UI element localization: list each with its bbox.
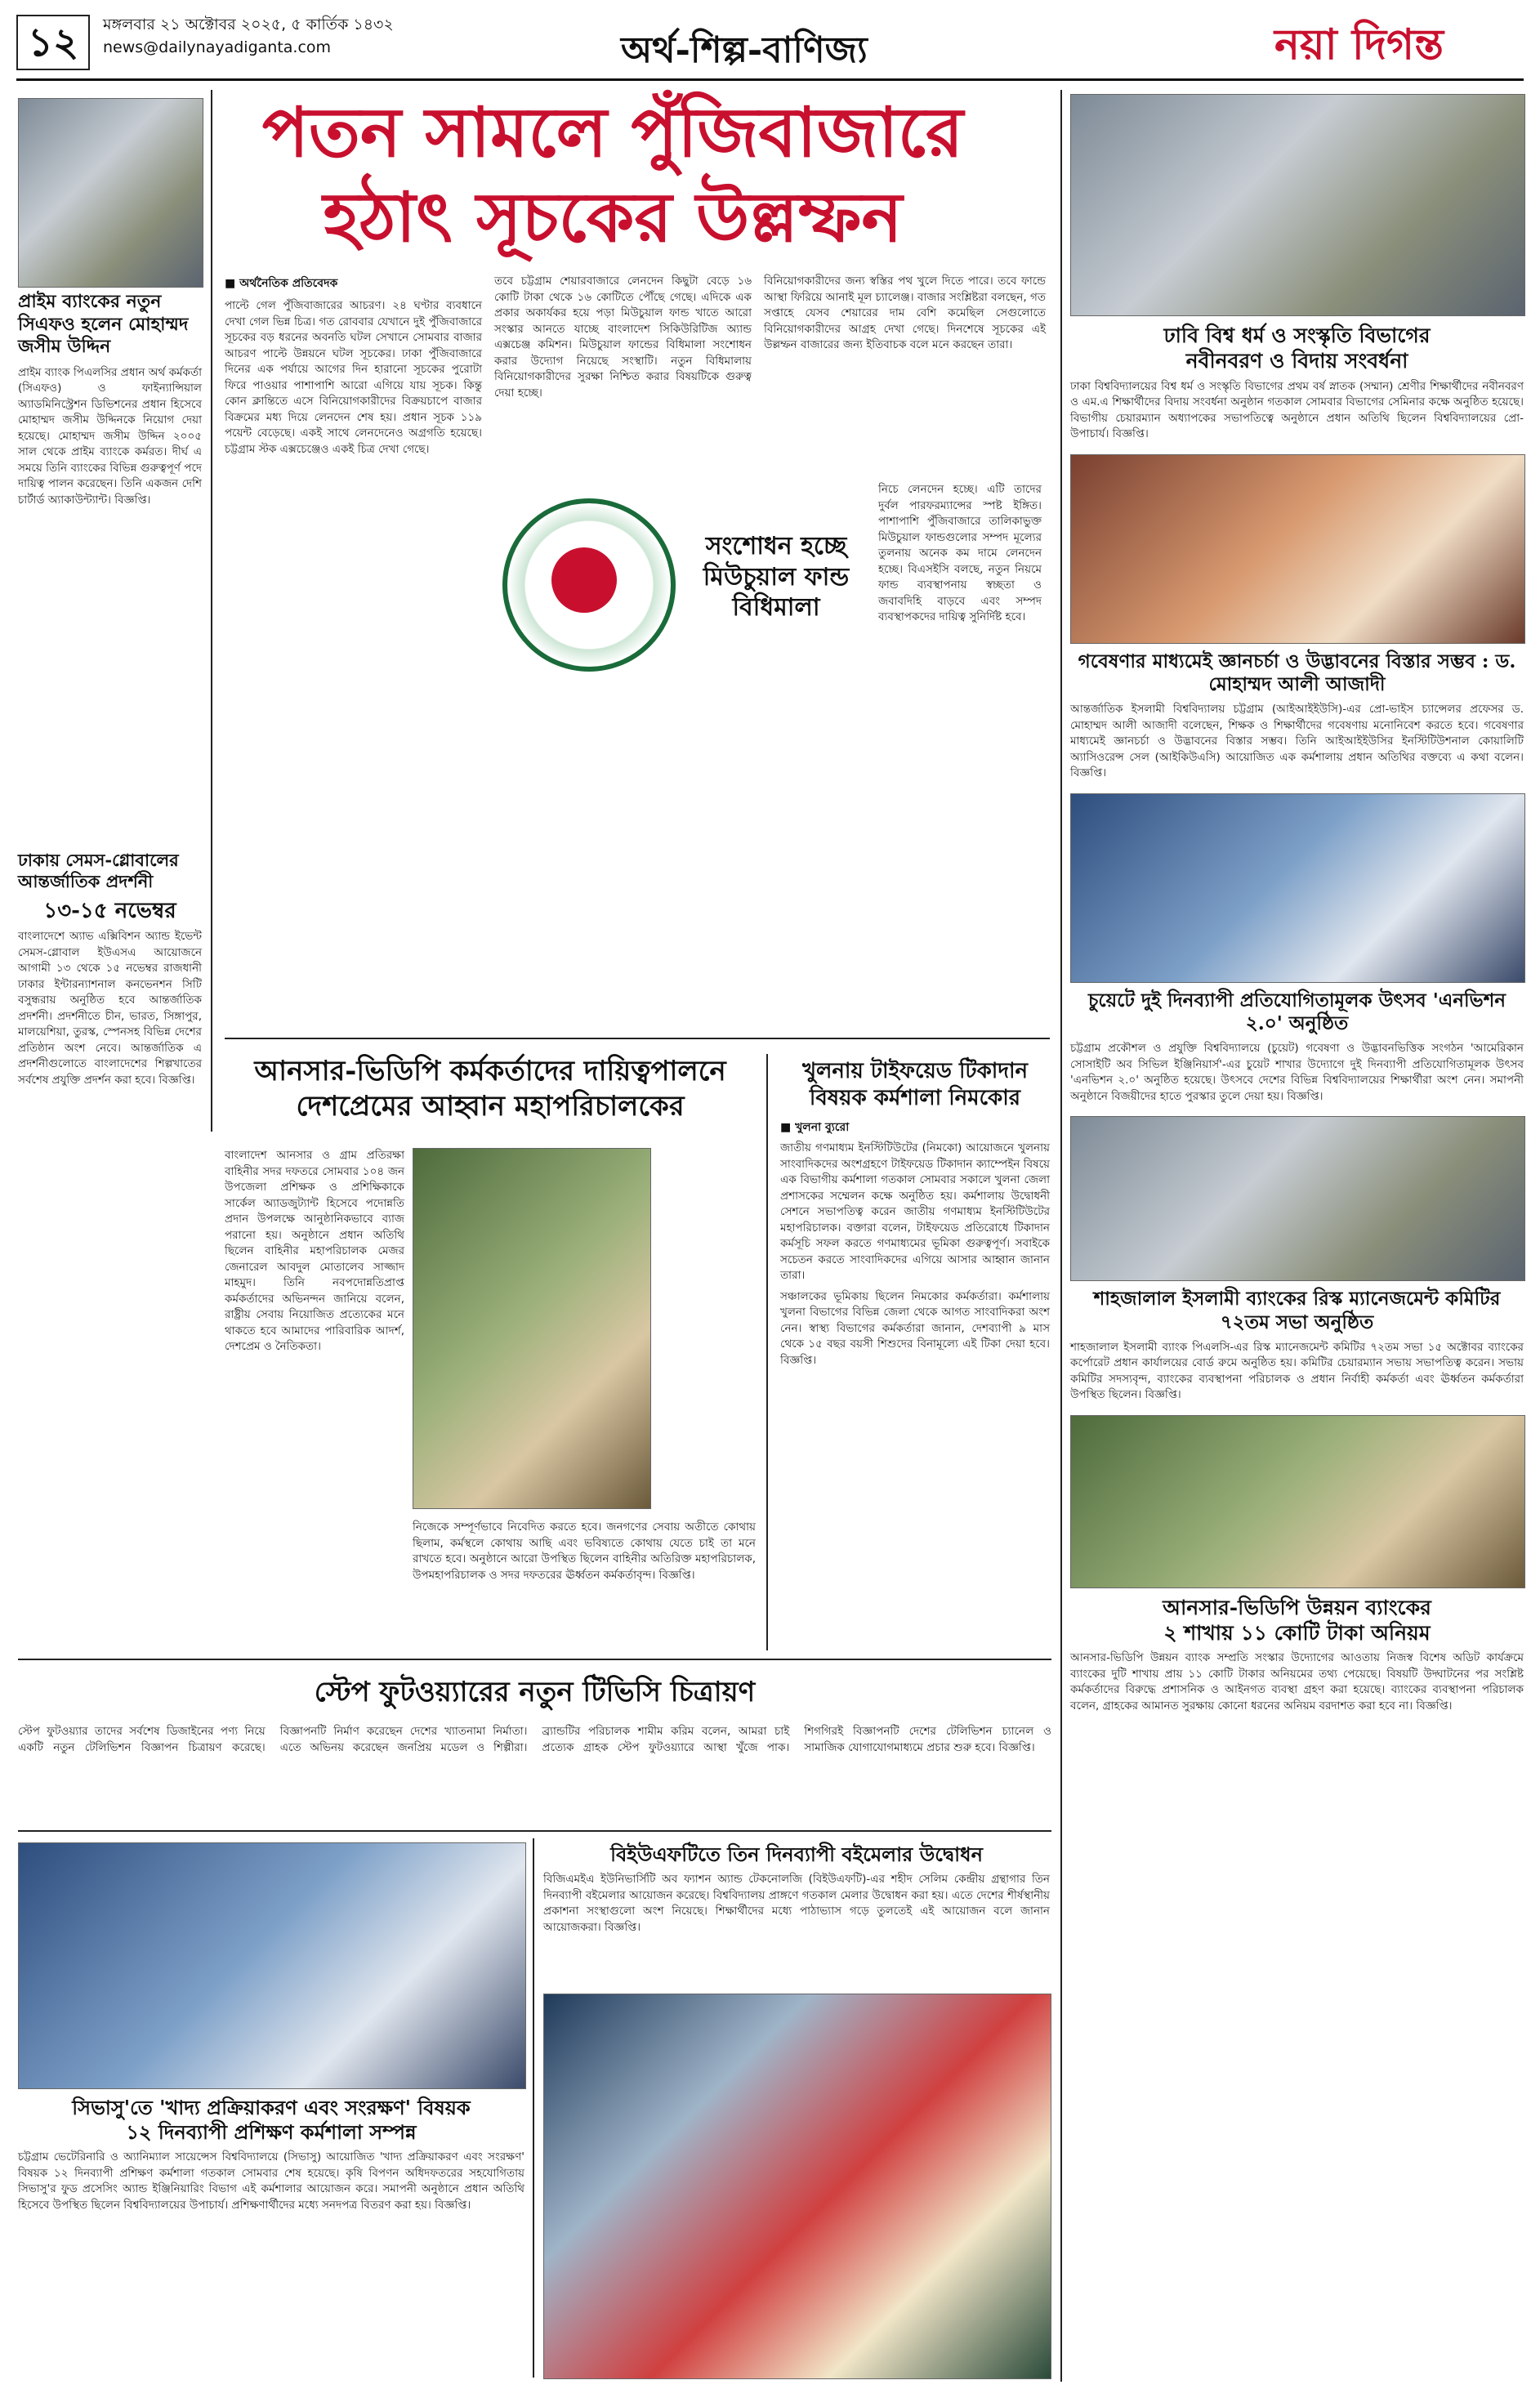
sjibl-headline: শাহজালাল ইসলামী ব্যাংকের রিস্ক ম্যানেজমেন্ট কমিটির ৭২তম সভা অনুষ্ঠিত (1093, 1288, 1501, 1333)
cfo-body: প্রাইম ব্যাংক পিএলসির প্রধান অর্থ কর্মকর্তা (সিএফও) ও ফাইন্যান্সিয়াল অ্যাডমিনিস্ট্রেশন ডিভিশনের প্রধান হিসেবে মোহাম্মদ জসীম উদ্দিনকে নিয়োগ দেয়া হয়েছে। মোহাম্মদ জসীম উদ্দিন ২০০৫ সাল থেকে প্রাইম ব্যাংকে কর্মরত। দীর্ঘ এ সময়ে তিনি ব্যাংকের বিভিন্ন গুরুত্বপূর্ণ পদে দায়িত্ব পালন করেছেন। তিনি একজন দেশি চার্টার্ড অ্যাকাউন্ট্যান্ট। বিজ্ঞপ্তি। (18, 365, 202, 507)
lead-story-col2 (494, 274, 752, 401)
cfo-headline: প্রাইম ব্যাংকের নতুন সিএফও হলেন মোহাম্মদ জসীম উদ্দিন (18, 291, 189, 357)
emblem-center (551, 547, 617, 613)
mf-headline: সংশোধন হচ্ছে মিউচুয়াল ফান্ড বিধিমালা (703, 532, 850, 622)
khulna-body: জাতীয় গণমাধ্যম ইনস্টিটিউটের (নিমকো) আয়োজনে খুলনায় সাংবাদিকদের অংশগ্রহণে টাইফয়েড টিকাদান ক্যাম্পেইন বিষয়ে এক বিভাগীয় কর্মশালা গতকাল সোমবার সকালে খুলনা জেলা প্রশাসকের সম্মেলন কক্ষে অনুষ্ঠিত হয়। কর্মশালায় উদ্বোধনী সেশনে সভাপতিত্ব করেন জাতীয় গণমাধ্যম ইনস্টিটিউটের মহাপরিচালক। বক্তারা বলেন, টাইফয়েড প্রতিরোধে টিকাদান কর্মসূচি সফল করতে গণমাধ্যমের ভূমিকা গুরুত্বপূর্ণ। সবাইকে সচেতন করতে সাংবাদিকদের এগিয়ে আসার আহ্বান জানান তারা। (780, 1141, 1050, 1282)
lead-story-col1 (225, 274, 482, 458)
lead-bottom-rule (225, 1038, 1050, 1039)
issue-date: মঙ্গলবার ২১ অক্টোবর ২০২৫, ৫ কার্তিক ১৪৩২ (103, 16, 394, 33)
section-title: অর্থ-শিল্প-বাণিজ্য (621, 29, 868, 71)
lead-story-col3 (764, 274, 1046, 354)
lead-cont-body-2: বিনিয়োগকারীদের জন্য স্বস্তির পথ খুলে দিতে পারে। তবে ফান্ডে আস্থা ফিরিয়ে আনাই মূল চ্যালেঞ্জ। বাজার সংশ্লিষ্টরা বলছেন, গত সপ্তাহে যেসব শেয়ারের দাম বেশি কমেছিল সেগুলোতে বিনিয়োগকারীদের আগ্রহ দেখা গেছে। দিনশেষে সূচকের এই উল্লম্ফন বাজারের জন্য ইতিবাচক বলে মনে করছেন তারা। (764, 275, 1046, 351)
khulna-byline: ■ খুলনা ব্যুরো (780, 1121, 850, 1134)
lead-body: পাল্টে গেল পুঁজিবাজারের আচরণ। ২৪ ঘণ্টার ব্যবধানে দেখা গেল ভিন্ন চিত্র। গত রোববার যেখানে দুই পুঁজিবাজারে সূচকের বড় ধরনের অবনতি ঘটল সেখানে সোমবার বাজার আচরণ পাল্টে উন্নয়নে ঘটল সূচকের। ঢাকা পুঁজিবাজারে দিনের এক পর্যায়ে আগের দিন হারানো সূচকের পুরোটা ফিরে পাওয়ার পাশাপাশি আরো এগিয়ে যায় সূচক। কিন্তু কোন ক্লান্তিতে এসে বিনিয়োগকারীদের বিক্রয়চাপে বাজার বিক্রমের মধ্য দিয়ে লেনদেন শেষ হয়। প্রধান সূচক ১১৯ পয়েন্ট বেড়েছে। একই সাথে লেনদেনেও অগ্রগতি হয়েছে। চট্টগ্রাম স্টক এক্সচেঞ্জেও একই চিত্র দেখা গেছে। (225, 299, 482, 456)
buft-body: বিজিএমইএ ইউনিভার্সিটি অব ফ্যাশন অ্যান্ড টেকনোলজি (বিইউএফটি)-এর শহীদ সেলিম কেন্দ্রীয় গ্রন্থাগার তিন দিনব্যাপী বইমেলার আয়োজন করেছে। বিশ্ববিদ্যালয় প্রাঙ্গণে গতকাল মেলার উদ্বোধন করা হয়। এতে দেশের শীর্ষস্থানীয় প্রকাশনা সংস্থাগুলো অংশ নিয়েছে। শিক্ষার্থীদের মধ্যে পাঠাভ্যাস গড়ে তুলতেই এই আয়োজন বলে জানান আয়োজকরা। বিজ্ঞপ্তি। (543, 1873, 1050, 1934)
khulna-divider (766, 1054, 768, 1650)
lead-cont-body: তবে চট্টগ্রাম শেয়ারবাজারে লেনদেন কিছুটা বেড়ে ১৬ কোটি টাকা থেকে ১৬ কোটিতে পৌঁছে গেছে। এদিকে এক প্রকার অকার্যকর হয়ে পড়া মিউচুয়াল ফান্ড খাতে আরো সংস্কার আনতে যাচ্ছে বাংলাদেশ সিকিউরিটিজ অ্যান্ড এক্সচেঞ্জ কমিশন। মিউচুয়াল ফান্ডের বিধিমালা সংশোধন করার উদ্যোগ নিয়েছে সংস্থাটি। নতুন বিধিমালায় বিনিয়োগকারীদের সুরক্ষা নিশ্চিত করার বিষয়টিকে গুরুত্ব দেয়া হচ্ছে। (494, 275, 752, 400)
mutual-fund-box (494, 482, 1046, 727)
cfo-story (18, 291, 202, 508)
cuet-photo (1070, 793, 1525, 983)
mf-body: নিচে লেনদেন হচ্ছে। এটি তাদের দুর্বল পারফরম্যান্সের স্পষ্ট ইঙ্গিত। পাশাপাশি পুঁজিবাজারে তালিকাভুক্ত মিউচুয়াল ফান্ডগুলোর সম্পদ মূল্যের তুলনায় অনেক কম দামে লেনদেন হচ্ছে। বিএসইসি বলছে, নতুন নিয়মে ফান্ড ব্যবস্থাপনায় স্বচ্ছতা ও জবাবদিহি বাড়বে এবং সম্পদ ব্যবস্থাপকদের দায়িত্ব সুনির্দিষ্ট হবে। (878, 483, 1042, 623)
mid-rule (18, 1659, 1051, 1660)
ansar-body-col2: নিজেকে সম্পূর্ণভাবে নিবেদিত করতে হবে। জনগণের সেবায় অতীতে কোথায় ছিলাম, কর্মস্থলে কোথায় আছি এবং ভবিষ্যতে কোথায় যেতে চাই তা মনে রাখতে হবে। অনুষ্ঠানে আরো উপস্থিত ছিলেন বাহিনীর অতিরিক্ত মহাপরিচালক, উপমহাপরিচালক ও সদর দফতরের ঊর্ধ্বতন কর্মকর্তাবৃন্দ। বিজ্ঞপ্তি। (413, 1521, 756, 1582)
khulna-body-2: সঞ্চালকের ভূমিকায় ছিলেন নিমকোর কর্মকর্তারা। কর্মশালায় খুলনা বিভাগের বিভিন্ন জেলা থেকে আগত সাংবাদিকরা অংশ নেন। স্বাস্থ্য বিভাগের কর্মকর্তারা জানান, দেশব্যাপী ৯ মাস থেকে ১৫ বছর বয়সী শিশুদের বিনামূল্যে এই টিকা দেয়া হবে। বিজ্ঞপ্তি। (780, 1289, 1050, 1367)
iiuc-photo (1070, 454, 1525, 644)
cfo-portrait-photo (18, 98, 203, 288)
page-number: ১২ (16, 15, 90, 70)
sjibl-body: শাহজালাল ইসলামী ব্যাংক পিএলসি-এর রিস্ক ম্যানেজমেন্ট কমিটির ৭২তম সভা ১৫ অক্টোবর ব্যাংকের কর্পোরেট প্রধান কার্যালয়ের বোর্ড রুমে অনুষ্ঠিত হয়। কমিটির চেয়ারম্যান সভায় সভাপতিত্ব করেন। সভায় কমিটির সদস্যবৃন্দ, ব্যাংকের ব্যবস্থাপনা পরিচালক ও প্রধান নির্বাহী কর্মকর্তা এবং ঊর্ধ্বতন কর্মকর্তারা উপস্থিত ছিলেন। বিজ্ঞপ্তি। (1070, 1340, 1524, 1401)
ansar-bank-headline: আনসার-ভিডিপি উন্নয়ন ব্যাংকের ২ শাখায় ১১ কোটি টাকা অনিয়ম (1163, 1595, 1431, 1645)
khulna-headline: খুলনায় টাইফয়েড টিকাদান বিষয়ক কর্মশালা নিমকোর (801, 1059, 1029, 1110)
ansar-bank-body: আনসার-ভিডিপি উন্নয়ন ব্যাংক সম্প্রতি সংস্কার উদ্যোগের আওতায় নিজস্ব বিশেষ অডিট কার্যক্রমে ব্যাংকের দুটি শাখায় প্রায় ১১ কোটি টাকার অনিয়মের তথ্য পেয়েছে। বিষয়টি উদ্ঘাটনের পর সংশ্লিষ্ট কর্মকর্তাদের বিরুদ্ধে প্রশাসনিক ও আইনগত ব্যবস্থা গ্রহণ করা হয়েছে। ব্যাংকের ব্যবস্থাপনা পরিচালক বলেন, গ্রাহকের আমানত সুরক্ষায় কোনো ধরনের অনিয়ম বরদাশত করা হবে না। বিজ্ঞপ্তি। (1070, 1651, 1524, 1713)
iiuc-body: আন্তর্জাতিক ইসলামী বিশ্ববিদ্যালয় চট্টগ্রাম (আইআইইউসি)-এর প্রো-ভাইস চ্যান্সেলর প্রফেসর ড. মোহাম্মদ আলী আজাদী বলেছেন, শিক্ষক ও শিক্ষার্থীদের গবেষণায় মনোনিবেশ করতে হবে। গবেষণার মাধ্যমেই জ্ঞানচর্চা ও উদ্ভাবনের বিস্তার সম্ভব। তিনি আইআইইউসির ইনস্টিটিউশনাল কোয়ালিটি অ্যাসিওরেন্স সেল (আইকিউএসি) আয়োজিত এক কর্মশালায় প্রধান অতিথির বক্তব্যে এ কথা বলেন। বিজ্ঞপ্তি। (1070, 703, 1524, 779)
cuet-headline: চুয়েটে দুই দিনব্যাপী প্রতিযোগিতামূলক উৎসব 'এনভিশন ২.০' অনুষ্ঠিত (1087, 989, 1507, 1035)
ansar-body-col1: বাংলাদেশ আনসার ও গ্রাম প্রতিরক্ষা বাহিনীর সদর দফতরে সোমবার ১০৪ জন উপজেলা প্রশিক্ষক ও প্রশিক্ষিকাকে সার্কেল অ্যাডজুট্যান্ট হিসেবে পদোন্নতি প্রদান উপলক্ষে আনুষ্ঠানিকভাবে ব্যাজ পরানো হয়। অনুষ্ঠানে প্রধান অতিথি ছিলেন বাহিনীর মহাপরিচালক মেজর জেনারেল আবদুল মোতালেব সাজ্জাদ মাহমুদ। তিনি নবপদোন্নতিপ্রাপ্ত কর্মকর্তাদের অভিনন্দন জানিয়ে বলেন, রাষ্ট্রীয় সেবায় নিয়োজিত প্রত্যেকের মনে থাকতে হবে আমাদের পারিবারিক আদর্শ, দেশপ্রেম ও নৈতিকতা। (225, 1149, 404, 1353)
contact-email[interactable]: news@dailynayadiganta.com (103, 38, 332, 56)
iiuc-headline: গবেষণার মাধ্যমেই জ্ঞানচর্চা ও উদ্ভাবনের বিস্তার সম্ভব : ড. মোহাম্মদ আলী আজাদী (1078, 650, 1516, 696)
stock-exchange-emblem (502, 498, 676, 672)
buft-headline: বিইউএফটিতে তিন দিনব্যাপী বইমেলার উদ্বোধন (610, 1842, 983, 1866)
du-body: ঢাকা বিশ্ববিদ্যালয়ের বিশ্ব ধর্ম ও সংস্কৃতি বিভাগের প্রথম বর্ষ স্নাতক (সম্মান) শ্রেণীর শিক্ষার্থীদের নবীনবরণ ও এম.এ শিক্ষার্থীদের বিদায় সংবর্ধনা অনুষ্ঠান গতকাল সোমবার বিভাগের সেমিনার কক্ষে অনুষ্ঠিত হয়েছে। বিভাগীয় চেয়ারম্যান অধ্যাপকের সভাপতিত্বে অনুষ্ঠানে প্রধান অতিথি ছিলেন বিশ্ববিদ্যালয়ের প্রো-উপাচার্য। বিজ্ঞপ্তি। (1070, 379, 1524, 440)
step-bottom-rule (18, 1830, 1051, 1832)
newspaper-logo: নয়া দিগন্ত (1274, 20, 1444, 69)
du-headline: ঢাবি বিশ্ব ধর্ম ও সংস্কৃতি বিভাগের নবীনবরণ ও বিদায় সংবর্ধনা (1163, 324, 1431, 373)
ansar-headline: আনসার-ভিডিপি কর্মকর্তাদের দায়িত্বপালনে দেশপ্রেমের আহ্বান মহাপরিচালকের (254, 1055, 726, 1123)
cuet-body: চট্টগ্রাম প্রকৌশল ও প্রযুক্তি বিশ্ববিদ্যালয়ে (চুয়েট) গবেষণা ও উদ্ভাবনভিত্তিক সংগঠন 'আমেরিকান সোসাইটি অব সিভিল ইঞ্জিনিয়ার্স'-এর চুয়েট শাখার উদ্যোগে দুই দিনব্যাপী প্রতিযোগিতামূলক উৎসব 'এনভিশন ২.০' অনুষ্ঠিত হয়েছে। উৎসবে দেশের বিভিন্ন বিশ্ববিদ্যালয়ের শিক্ষার্থীরা অংশ নেন। সমাপনী অনুষ্ঠানে বিজয়ীদের হাতে পুরস্কার তুলে দেয়া হয়। বিজ্ঞপ্তি। (1070, 1042, 1524, 1103)
lead-byline: ■ অর্থনৈতিক প্রতিবেদক (225, 277, 338, 290)
expo-subhead: ১৩-১৫ নভেম্বর (43, 898, 176, 923)
left-column-divider (211, 90, 212, 1132)
buft-story (543, 1842, 1050, 1936)
step-headline: স্টেপ ফুটওয়্যারের নতুন টিভিসি চিত্রায়ণ (314, 1676, 756, 1708)
step-body: স্টেপ ফুটওয়্যার তাদের সর্বশেষ ডিজাইনের পণ্য নিয়ে একটি নতুন টেলিভিশন বিজ্ঞাপন চিত্রায়ণ করেছে। বিজ্ঞাপনটি নির্মাণ করেছেন দেশের খ্যাতনামা নির্মাতা। এতে অভিনয় করেছেন জনপ্রিয় মডেল ও শিল্পীরা। ব্র্যান্ডটির পরিচালক শামীম করিম বলেন, আমরা চাই প্রত্যেক গ্রাহক স্টেপ ফুটওয়্যারে আস্থা খুঁজে পাক। শিগগিরই বিজ্ঞাপনটি দেশের টেলিভিশন চ্যানেল ও সামাজিক যোগাযোগমাধ্যমে প্রচার শুরু হবে। বিজ্ঞপ্তি। (18, 1725, 1051, 1754)
khulna-story (780, 1058, 1050, 1369)
ansar-ceremony-photo (413, 1148, 651, 1509)
ansar-lead-story (225, 1054, 756, 1123)
du-photo (1070, 94, 1525, 316)
expo-story (18, 850, 202, 1088)
cvasu-story (18, 2096, 524, 2213)
ansar-bank-photo (1070, 1415, 1525, 1588)
masthead-divider (16, 78, 1524, 81)
cvasu-headline: সিভাসু'তে 'খাদ্য প্রক্রিয়াকরণ এবং সংরক্ষণ' বিষয়ক ১২ দিনব্যাপী প্রশিক্ষণ কর্মশালা সম্পন্ন (72, 2096, 471, 2144)
cvasu-photo (18, 1842, 526, 2089)
masthead-meta (103, 13, 394, 59)
buft-divider (533, 1838, 534, 2378)
buft-bookfair-photo (543, 1994, 1051, 2379)
sjibl-photo (1070, 1116, 1525, 1281)
right-column (1070, 94, 1524, 1714)
lead-headline: পতন সামলে পুঁজিবাজারে হঠাৎ সূচকের উল্লম্ফন (261, 92, 964, 257)
right-column-divider (1060, 90, 1062, 2382)
expo-body: বাংলাদেশে অ্যাভ এক্সিবিশন অ্যান্ড ইভেন্ট সেমস-গ্লোবাল ইউএসএ আয়োজনে আগামী ১৩ থেকে ১৫ নভেম্বর রাজধানী ঢাকার ইন্টারন্যাশনাল কনভেনশন সিটি বসুন্ধরায় অনুষ্ঠিত হবে আন্তর্জাতিক প্রদর্শনী। প্রদর্শনীতে চীন, ভারত, সিঙ্গাপুর, মালয়েশিয়া, তুরস্ক, স্পেনসহ বিভিন্ন দেশের প্রতিষ্ঠান অংশ নেবে। আন্তর্জাতিক এ প্রদর্শনীগুলোতে বাংলাদেশের শিল্পখাতের সর্বশেষ প্রযুক্তি প্রদর্শন করা হবে। বিজ্ঞপ্তি। (18, 930, 202, 1087)
cvasu-body: চট্টগ্রাম ভেটেরিনারি ও অ্যানিম্যাল সায়েন্সেস বিশ্ববিদ্যালয়ে (সিভাসু) আয়োজিত 'খাদ্য প্রক্রিয়াকরণ এবং সংরক্ষণ' বিষয়ক ১২ দিনব্যাপী প্রশিক্ষণ কর্মশালা গতকাল সোমবার শেষ হয়েছে। কৃষি বিপণন অধিদফতরের সহযোগিতায় সিভাসু'র ফুড প্রসেসিং অ্যান্ড ইঞ্জিনিয়ারিং বিভাগ এই কর্মশালার আয়োজন করে। সমাপনী অনুষ্ঠানে প্রধান অতিথি হিসেবে উপস্থিত ছিলেন বিশ্ববিদ্যালয়ের উপাচার্য। প্রশিক্ষণার্থীদের মধ্যে সনদপত্র বিতরণ করা হয়। বিজ্ঞপ্তি। (18, 2150, 524, 2212)
expo-headline: ঢাকায় সেমস-গ্লোবালের আন্তর্জাতিক প্রদর্শনী (18, 850, 179, 892)
